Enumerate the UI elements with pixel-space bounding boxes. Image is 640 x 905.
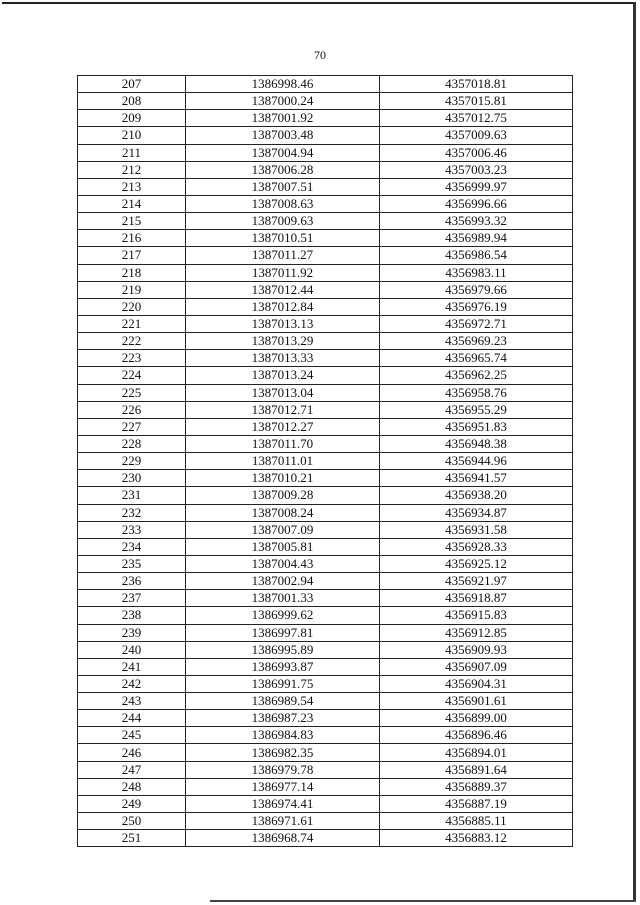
x-coordinate-cell: 1387012.71 <box>186 401 380 418</box>
x-coordinate-cell: 1387013.13 <box>186 315 380 332</box>
table-row <box>78 813 573 830</box>
table-row <box>78 830 573 847</box>
y-coordinate-cell: 4356969.23 <box>380 333 573 350</box>
page-frame-top-edge <box>2 2 634 4</box>
x-coordinate-cell: 1387002.94 <box>186 573 380 590</box>
table-row <box>78 178 573 195</box>
x-coordinate-cell: 1386993.87 <box>186 658 380 675</box>
point-number-cell: 222 <box>78 333 186 350</box>
point-number-cell: 251 <box>78 830 186 847</box>
point-number-cell: 234 <box>78 538 186 555</box>
table-row <box>78 230 573 247</box>
point-number-cell: 209 <box>78 110 186 127</box>
point-number-cell: 243 <box>78 693 186 710</box>
y-coordinate-cell: 4356934.87 <box>380 504 573 521</box>
table-row <box>78 144 573 161</box>
point-number-cell: 225 <box>78 384 186 401</box>
y-coordinate-cell: 4356979.66 <box>380 281 573 298</box>
table-row <box>78 418 573 435</box>
x-coordinate-cell: 1387000.24 <box>186 93 380 110</box>
table-row <box>78 693 573 710</box>
x-coordinate-cell: 1386987.23 <box>186 710 380 727</box>
x-coordinate-cell: 1386974.41 <box>186 795 380 812</box>
coordinates-table <box>77 75 573 847</box>
point-number-cell: 215 <box>78 213 186 230</box>
point-number-cell: 246 <box>78 744 186 761</box>
x-coordinate-cell: 1387006.28 <box>186 161 380 178</box>
table-row <box>78 161 573 178</box>
x-coordinate-cell: 1387011.92 <box>186 264 380 281</box>
y-coordinate-cell: 4356904.31 <box>380 675 573 692</box>
page-number: 70 <box>314 48 326 62</box>
point-number-cell: 235 <box>78 555 186 572</box>
table-row <box>78 761 573 778</box>
y-coordinate-cell: 4356931.58 <box>380 521 573 538</box>
point-number-cell: 236 <box>78 573 186 590</box>
point-number-cell: 227 <box>78 418 186 435</box>
y-coordinate-cell: 4356894.01 <box>380 744 573 761</box>
y-coordinate-cell: 4356993.32 <box>380 213 573 230</box>
table-row <box>78 607 573 624</box>
x-coordinate-cell: 1387011.01 <box>186 453 380 470</box>
y-coordinate-cell: 4356885.11 <box>380 813 573 830</box>
table-row <box>78 590 573 607</box>
point-number-cell: 211 <box>78 144 186 161</box>
y-coordinate-cell: 4356909.93 <box>380 641 573 658</box>
y-coordinate-cell: 4356928.33 <box>380 538 573 555</box>
x-coordinate-cell: 1386991.75 <box>186 675 380 692</box>
x-coordinate-cell: 1386999.62 <box>186 607 380 624</box>
table-row <box>78 521 573 538</box>
point-number-cell: 229 <box>78 453 186 470</box>
table-row <box>78 401 573 418</box>
point-number-cell: 230 <box>78 470 186 487</box>
point-number-cell: 239 <box>78 624 186 641</box>
x-coordinate-cell: 1386984.83 <box>186 727 380 744</box>
point-number-cell: 216 <box>78 230 186 247</box>
y-coordinate-cell: 4356941.57 <box>380 470 573 487</box>
x-coordinate-cell: 1387011.27 <box>186 247 380 264</box>
y-coordinate-cell: 4356901.61 <box>380 693 573 710</box>
table-row <box>78 110 573 127</box>
point-number-cell: 237 <box>78 590 186 607</box>
point-number-cell: 238 <box>78 607 186 624</box>
y-coordinate-cell: 4356889.37 <box>380 778 573 795</box>
table-row <box>78 573 573 590</box>
table-row <box>78 470 573 487</box>
table-row <box>78 264 573 281</box>
y-coordinate-cell: 4356918.87 <box>380 590 573 607</box>
y-coordinate-cell: 4357012.75 <box>380 110 573 127</box>
table-row <box>78 384 573 401</box>
x-coordinate-cell: 1387001.92 <box>186 110 380 127</box>
point-number-cell: 213 <box>78 178 186 195</box>
x-coordinate-cell: 1387007.09 <box>186 521 380 538</box>
point-number-cell: 219 <box>78 281 186 298</box>
point-number-cell: 231 <box>78 487 186 504</box>
y-coordinate-cell: 4356986.54 <box>380 247 573 264</box>
y-coordinate-cell: 4357015.81 <box>380 93 573 110</box>
y-coordinate-cell: 4356948.38 <box>380 435 573 452</box>
point-number-cell: 207 <box>78 76 186 93</box>
x-coordinate-cell: 1387010.21 <box>186 470 380 487</box>
point-number-cell: 223 <box>78 350 186 367</box>
table-row <box>78 213 573 230</box>
x-coordinate-cell: 1387008.63 <box>186 195 380 212</box>
x-coordinate-cell: 1387007.51 <box>186 178 380 195</box>
y-coordinate-cell: 4356996.66 <box>380 195 573 212</box>
table-row <box>78 195 573 212</box>
x-coordinate-cell: 1387003.48 <box>186 127 380 144</box>
table-row <box>78 744 573 761</box>
y-coordinate-cell: 4356891.64 <box>380 761 573 778</box>
y-coordinate-cell: 4356976.19 <box>380 298 573 315</box>
y-coordinate-cell: 4356883.12 <box>380 830 573 847</box>
x-coordinate-cell: 1386998.46 <box>186 76 380 93</box>
table-row <box>78 778 573 795</box>
x-coordinate-cell: 1387010.51 <box>186 230 380 247</box>
y-coordinate-cell: 4356907.09 <box>380 658 573 675</box>
y-coordinate-cell: 4356962.25 <box>380 367 573 384</box>
y-coordinate-cell: 4357003.23 <box>380 161 573 178</box>
point-number-cell: 224 <box>78 367 186 384</box>
table-row <box>78 247 573 264</box>
table-row <box>78 555 573 572</box>
table-row <box>78 641 573 658</box>
table-row <box>78 795 573 812</box>
x-coordinate-cell: 1387013.33 <box>186 350 380 367</box>
point-number-cell: 226 <box>78 401 186 418</box>
x-coordinate-cell: 1387009.63 <box>186 213 380 230</box>
point-number-cell: 212 <box>78 161 186 178</box>
table-row <box>78 298 573 315</box>
point-number-cell: 221 <box>78 315 186 332</box>
point-number-cell: 247 <box>78 761 186 778</box>
y-coordinate-cell: 4356958.76 <box>380 384 573 401</box>
x-coordinate-cell: 1387013.04 <box>186 384 380 401</box>
page-frame-bottom-edge <box>210 900 636 902</box>
x-coordinate-cell: 1386995.89 <box>186 641 380 658</box>
table-row <box>78 435 573 452</box>
x-coordinate-cell: 1387012.27 <box>186 418 380 435</box>
table-row <box>78 538 573 555</box>
point-number-cell: 233 <box>78 521 186 538</box>
table-row <box>78 658 573 675</box>
table-row <box>78 710 573 727</box>
y-coordinate-cell: 4356972.71 <box>380 315 573 332</box>
x-coordinate-cell: 1387001.33 <box>186 590 380 607</box>
table-row <box>78 727 573 744</box>
y-coordinate-cell: 4356915.83 <box>380 607 573 624</box>
table-row <box>78 315 573 332</box>
y-coordinate-cell: 4356912.85 <box>380 624 573 641</box>
y-coordinate-cell: 4356965.74 <box>380 350 573 367</box>
x-coordinate-cell: 1387008.24 <box>186 504 380 521</box>
point-number-cell: 244 <box>78 710 186 727</box>
table-row <box>78 93 573 110</box>
x-coordinate-cell: 1386968.74 <box>186 830 380 847</box>
y-coordinate-cell: 4357009.63 <box>380 127 573 144</box>
y-coordinate-cell: 4356887.19 <box>380 795 573 812</box>
x-coordinate-cell: 1387004.43 <box>186 555 380 572</box>
x-coordinate-cell: 1386977.14 <box>186 778 380 795</box>
y-coordinate-cell: 4356896.46 <box>380 727 573 744</box>
page-frame-right-edge <box>633 2 636 900</box>
y-coordinate-cell: 4356899.00 <box>380 710 573 727</box>
point-number-cell: 241 <box>78 658 186 675</box>
point-number-cell: 245 <box>78 727 186 744</box>
table-row <box>78 453 573 470</box>
y-coordinate-cell: 4356944.96 <box>380 453 573 470</box>
x-coordinate-cell: 1387004.94 <box>186 144 380 161</box>
table-row <box>78 675 573 692</box>
table-row <box>78 350 573 367</box>
point-number-cell: 232 <box>78 504 186 521</box>
x-coordinate-cell: 1387012.44 <box>186 281 380 298</box>
point-number-cell: 250 <box>78 813 186 830</box>
y-coordinate-cell: 4356989.94 <box>380 230 573 247</box>
x-coordinate-cell: 1386971.61 <box>186 813 380 830</box>
x-coordinate-cell: 1387009.28 <box>186 487 380 504</box>
point-number-cell: 240 <box>78 641 186 658</box>
table-row <box>78 624 573 641</box>
table-row <box>78 281 573 298</box>
y-coordinate-cell: 4356921.97 <box>380 573 573 590</box>
y-coordinate-cell: 4356999.97 <box>380 178 573 195</box>
point-number-cell: 218 <box>78 264 186 281</box>
point-number-cell: 220 <box>78 298 186 315</box>
point-number-cell: 214 <box>78 195 186 212</box>
x-coordinate-cell: 1387012.84 <box>186 298 380 315</box>
table-row <box>78 504 573 521</box>
y-coordinate-cell: 4356955.29 <box>380 401 573 418</box>
point-number-cell: 210 <box>78 127 186 144</box>
x-coordinate-cell: 1386979.78 <box>186 761 380 778</box>
y-coordinate-cell: 4357006.46 <box>380 144 573 161</box>
point-number-cell: 208 <box>78 93 186 110</box>
y-coordinate-cell: 4357018.81 <box>380 76 573 93</box>
x-coordinate-cell: 1387011.70 <box>186 435 380 452</box>
table-row <box>78 333 573 350</box>
x-coordinate-cell: 1386997.81 <box>186 624 380 641</box>
point-number-cell: 242 <box>78 675 186 692</box>
table-row <box>78 76 573 93</box>
y-coordinate-cell: 4356925.12 <box>380 555 573 572</box>
y-coordinate-cell: 4356983.11 <box>380 264 573 281</box>
table-row <box>78 487 573 504</box>
x-coordinate-cell: 1387013.29 <box>186 333 380 350</box>
point-number-cell: 249 <box>78 795 186 812</box>
x-coordinate-cell: 1386982.35 <box>186 744 380 761</box>
x-coordinate-cell: 1387013.24 <box>186 367 380 384</box>
y-coordinate-cell: 4356951.83 <box>380 418 573 435</box>
point-number-cell: 228 <box>78 435 186 452</box>
point-number-cell: 248 <box>78 778 186 795</box>
point-number-cell: 217 <box>78 247 186 264</box>
x-coordinate-cell: 1387005.81 <box>186 538 380 555</box>
y-coordinate-cell: 4356938.20 <box>380 487 573 504</box>
table-row <box>78 127 573 144</box>
x-coordinate-cell: 1386989.54 <box>186 693 380 710</box>
table-row <box>78 367 573 384</box>
coordinates-table-body <box>78 76 573 847</box>
